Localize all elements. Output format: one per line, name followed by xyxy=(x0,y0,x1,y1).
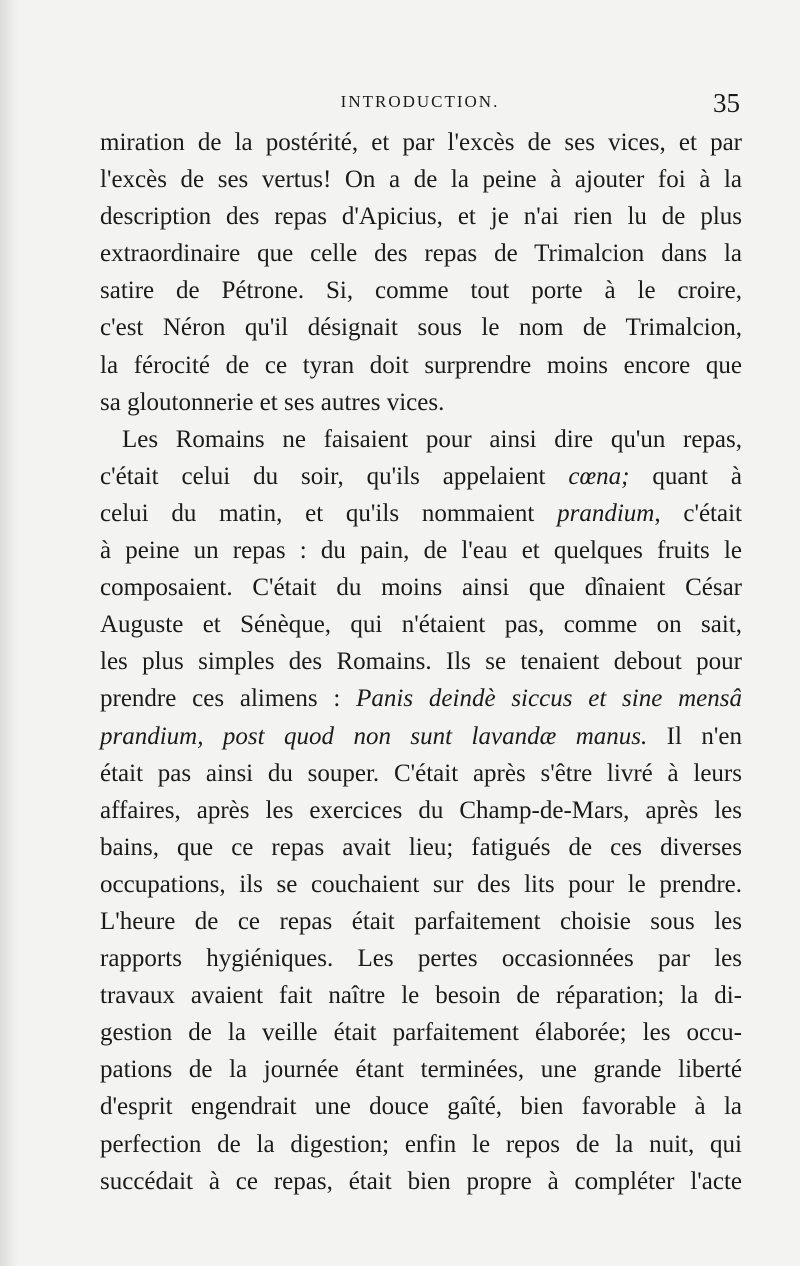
text-line: perfection de la digestion; enfin le repos de la nuit, qui xyxy=(100,1130,742,1158)
text-line: Auguste et Sénèque, qui n'étaient pas, comme on sait, xyxy=(100,611,742,639)
text-line: la férocité de ce tyran doit surprendre moins encore que xyxy=(100,351,742,379)
latin-term: prandium xyxy=(557,499,655,527)
text-line: à peine un repas : du pain, de l'eau et quelques fruits le xyxy=(100,537,742,565)
text-line: description des repas d'Apicius, et je n'ai rien lu de plus xyxy=(100,203,742,231)
text-line: L'heure de ce repas était parfaitement choisie sous les xyxy=(100,907,742,935)
text-line: gestion de la veille était parfaitement élaborée; les occu- xyxy=(100,1019,742,1047)
latin-quote: prandium, post quod non sunt lavandæ manus. xyxy=(100,722,648,750)
running-head xyxy=(100,88,740,118)
text-line: succédait à ce repas, était bien propre à compléter l'acte xyxy=(100,1167,742,1195)
text-line: occupations, ils se couchaient sur des lits pour le prendre. xyxy=(100,870,742,898)
text-line: bains, que ce repas avait lieu; fatigués de ces diverses xyxy=(100,833,742,861)
text-line: sa gloutonnerie et ses autres vices. xyxy=(100,388,445,416)
page-number: 35 xyxy=(713,88,740,118)
page-shadow-edge xyxy=(0,0,18,1266)
body-text xyxy=(100,124,742,1200)
latin-term: cœna; xyxy=(568,462,630,490)
text-line: c'était celui du soir, qu'ils appelaient cœna; quant à xyxy=(100,462,742,490)
text-line: rapports hygiéniques. Les pertes occasionnées par les xyxy=(100,945,742,973)
latin-quote: Panis deindè siccus et sine mensâ xyxy=(356,685,743,713)
text-line: prandium, post quod non sunt lavandæ manus. Il n'en xyxy=(100,722,742,750)
text-line: c'est Néron qu'il désignait sous le nom de Trimalcion, xyxy=(100,314,742,342)
text-line: Les Romains ne faisaient pour ainsi dire qu'un repas, xyxy=(122,425,742,453)
text-line: celui du matin, et qu'ils nommaient prandium, c'était xyxy=(100,499,742,527)
text-line: affaires, après les exercices du Champ-de-Mars, après les xyxy=(100,796,742,824)
text-line: extraordinaire que celle des repas de Trimalcion dans la xyxy=(100,240,742,268)
text-line: les plus simples des Romains. Ils se tenaient debout pour xyxy=(100,648,742,676)
text-line: prendre ces alimens : Panis deindè siccus et sine mensâ xyxy=(100,685,743,713)
text-line: composaient. C'était du moins ainsi que dînaient César xyxy=(100,574,742,602)
text-line: était pas ainsi du souper. C'était après s'être livré à leurs xyxy=(100,759,742,787)
text-line: pations de la journée étant terminées, une grande liberté xyxy=(100,1056,742,1084)
text-line: l'excès de ses vertus! On a de la peine à ajouter foi à la xyxy=(100,166,742,194)
running-title: INTRODUCTION. xyxy=(340,92,500,111)
text-line: miration de la postérité, et par l'excès de ses vices, et par xyxy=(100,129,742,156)
text-line: satire de Pétrone. Si, comme tout porte à le croire, xyxy=(100,277,742,305)
text-line: travaux avaient fait naître le besoin de réparation; la di- xyxy=(100,982,742,1010)
text-line: d'esprit engendrait une douce gaîté, bien favorable à la xyxy=(100,1093,742,1121)
